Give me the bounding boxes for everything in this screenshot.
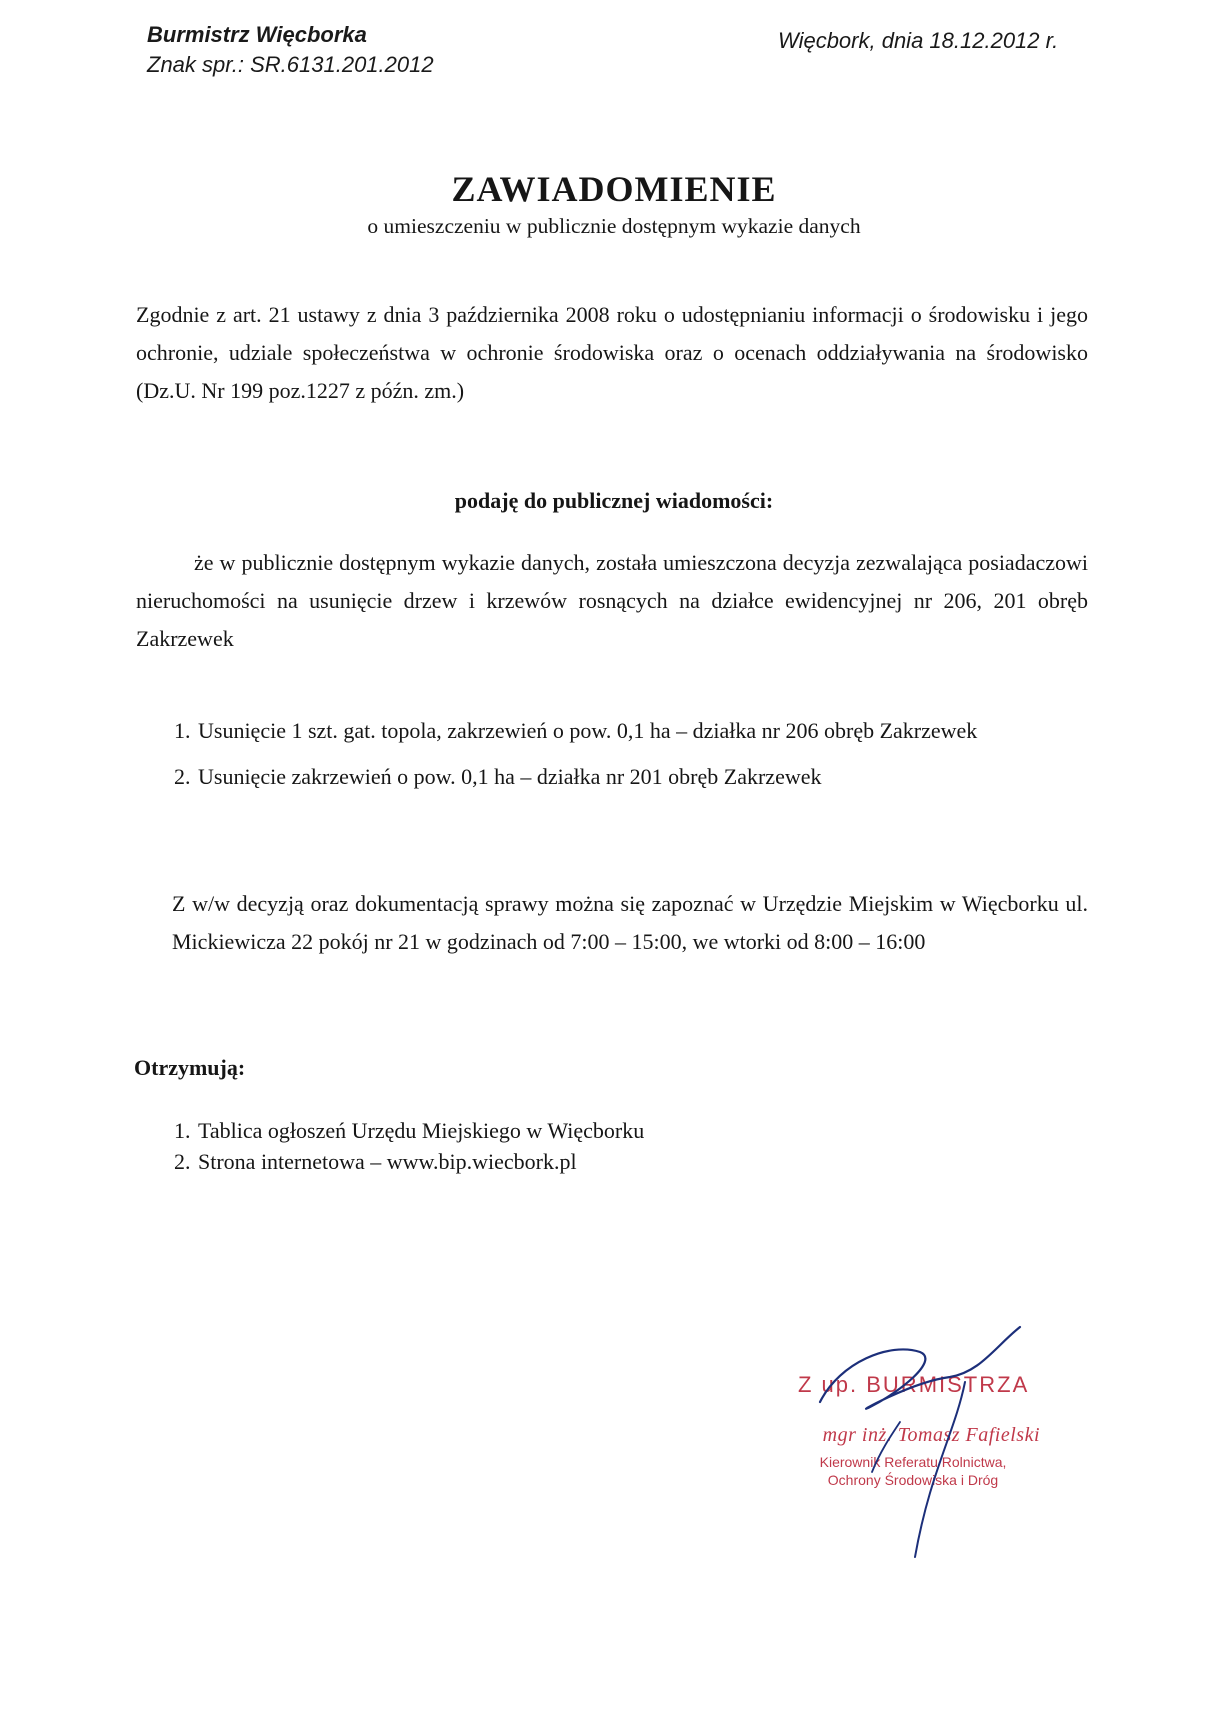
document-title: ZAWIADOMIENIE [451, 169, 777, 209]
list-item [174, 758, 1088, 796]
recipients-list [174, 1115, 644, 1177]
signature-stroke [820, 1327, 1020, 1409]
issuing-authority: Burmistrz Więcborka [147, 22, 367, 47]
stamp-authorization-line: Z up. BURMISTRZA [798, 1372, 1030, 1397]
list-item-text: Tablica ogłoszeń Urzędu Miejskiego w Więcborku [198, 1118, 645, 1143]
list-item-text: Usunięcie zakrzewień o pow. 0,1 ha – działka nr 201 obręb Zakrzewek [198, 764, 822, 789]
list-item-number: 2. [174, 1149, 191, 1174]
list-item-number: 1. [174, 718, 191, 743]
stamp-name-line: mgr inż. Tomasz Fafielski [822, 1424, 1040, 1446]
recipients-heading: Otrzymują: [134, 1055, 246, 1080]
list-item [174, 1115, 644, 1146]
list-item-number: 1. [174, 1118, 191, 1143]
inspection-info-paragraph: Z w/w decyzją oraz dokumentacją sprawy można się zapoznać w Urzędzie Miejskim w Więcborku ul. Mickiewicza 22 pokój nr 21 w godzinach od 7:00 – 15:00, we wtorki od 8:00 – 16:00 [172, 891, 1088, 954]
legal-basis-paragraph: Zgodnie z art. 21 ustawy z dnia 3 października 2008 roku o udostępnianiu informacji o środowisku i jego ochronie, udziale społeczeństwa w ochronie środowiska oraz o ocenach oddziaływania na środowisko (Dz.U. Nr 199 poz.1227 z późn. zm.) [136, 302, 1088, 403]
decision-list [174, 712, 1088, 804]
list-item [174, 1146, 644, 1177]
decision-paragraph: że w publicznie dostępnym wykazie danych, została umieszczona decyzja zezwalająca posiadaczowi nieruchomości na usunięcie drzew i krzewów rosnących na działce ewidencyjnej nr 206, 201 obręb Zakrzewek [136, 550, 1088, 651]
signature-stroke [872, 1422, 900, 1472]
announcement-heading: podaję do publicznej wiadomości: [454, 488, 774, 513]
reference-number: Znak spr.: SR.6131.201.2012 [147, 52, 434, 77]
stamp-position-line: Kierownik Referatu Rolnictwa, [819, 1454, 1007, 1470]
list-item-text: Strona internetowa – www.bip.wiecbork.pl [198, 1149, 577, 1174]
signature-stroke [915, 1382, 965, 1557]
handwritten-signature [780, 1322, 1040, 1562]
list-item [174, 712, 1088, 750]
stamp-position-line: Ochrony Środowiska i Dróg [827, 1472, 999, 1488]
list-item-number: 2. [174, 764, 191, 789]
document-subtitle: o umieszczeniu w publicznie dostępnym wykazie danych [367, 214, 861, 238]
list-item-text: Usunięcie 1 szt. gat. topola, zakrzewień o pow. 0,1 ha – działka nr 206 obręb Zakrzewek [198, 718, 978, 743]
place-and-date: Więcbork, dnia 18.12.2012 r. [778, 28, 1059, 53]
